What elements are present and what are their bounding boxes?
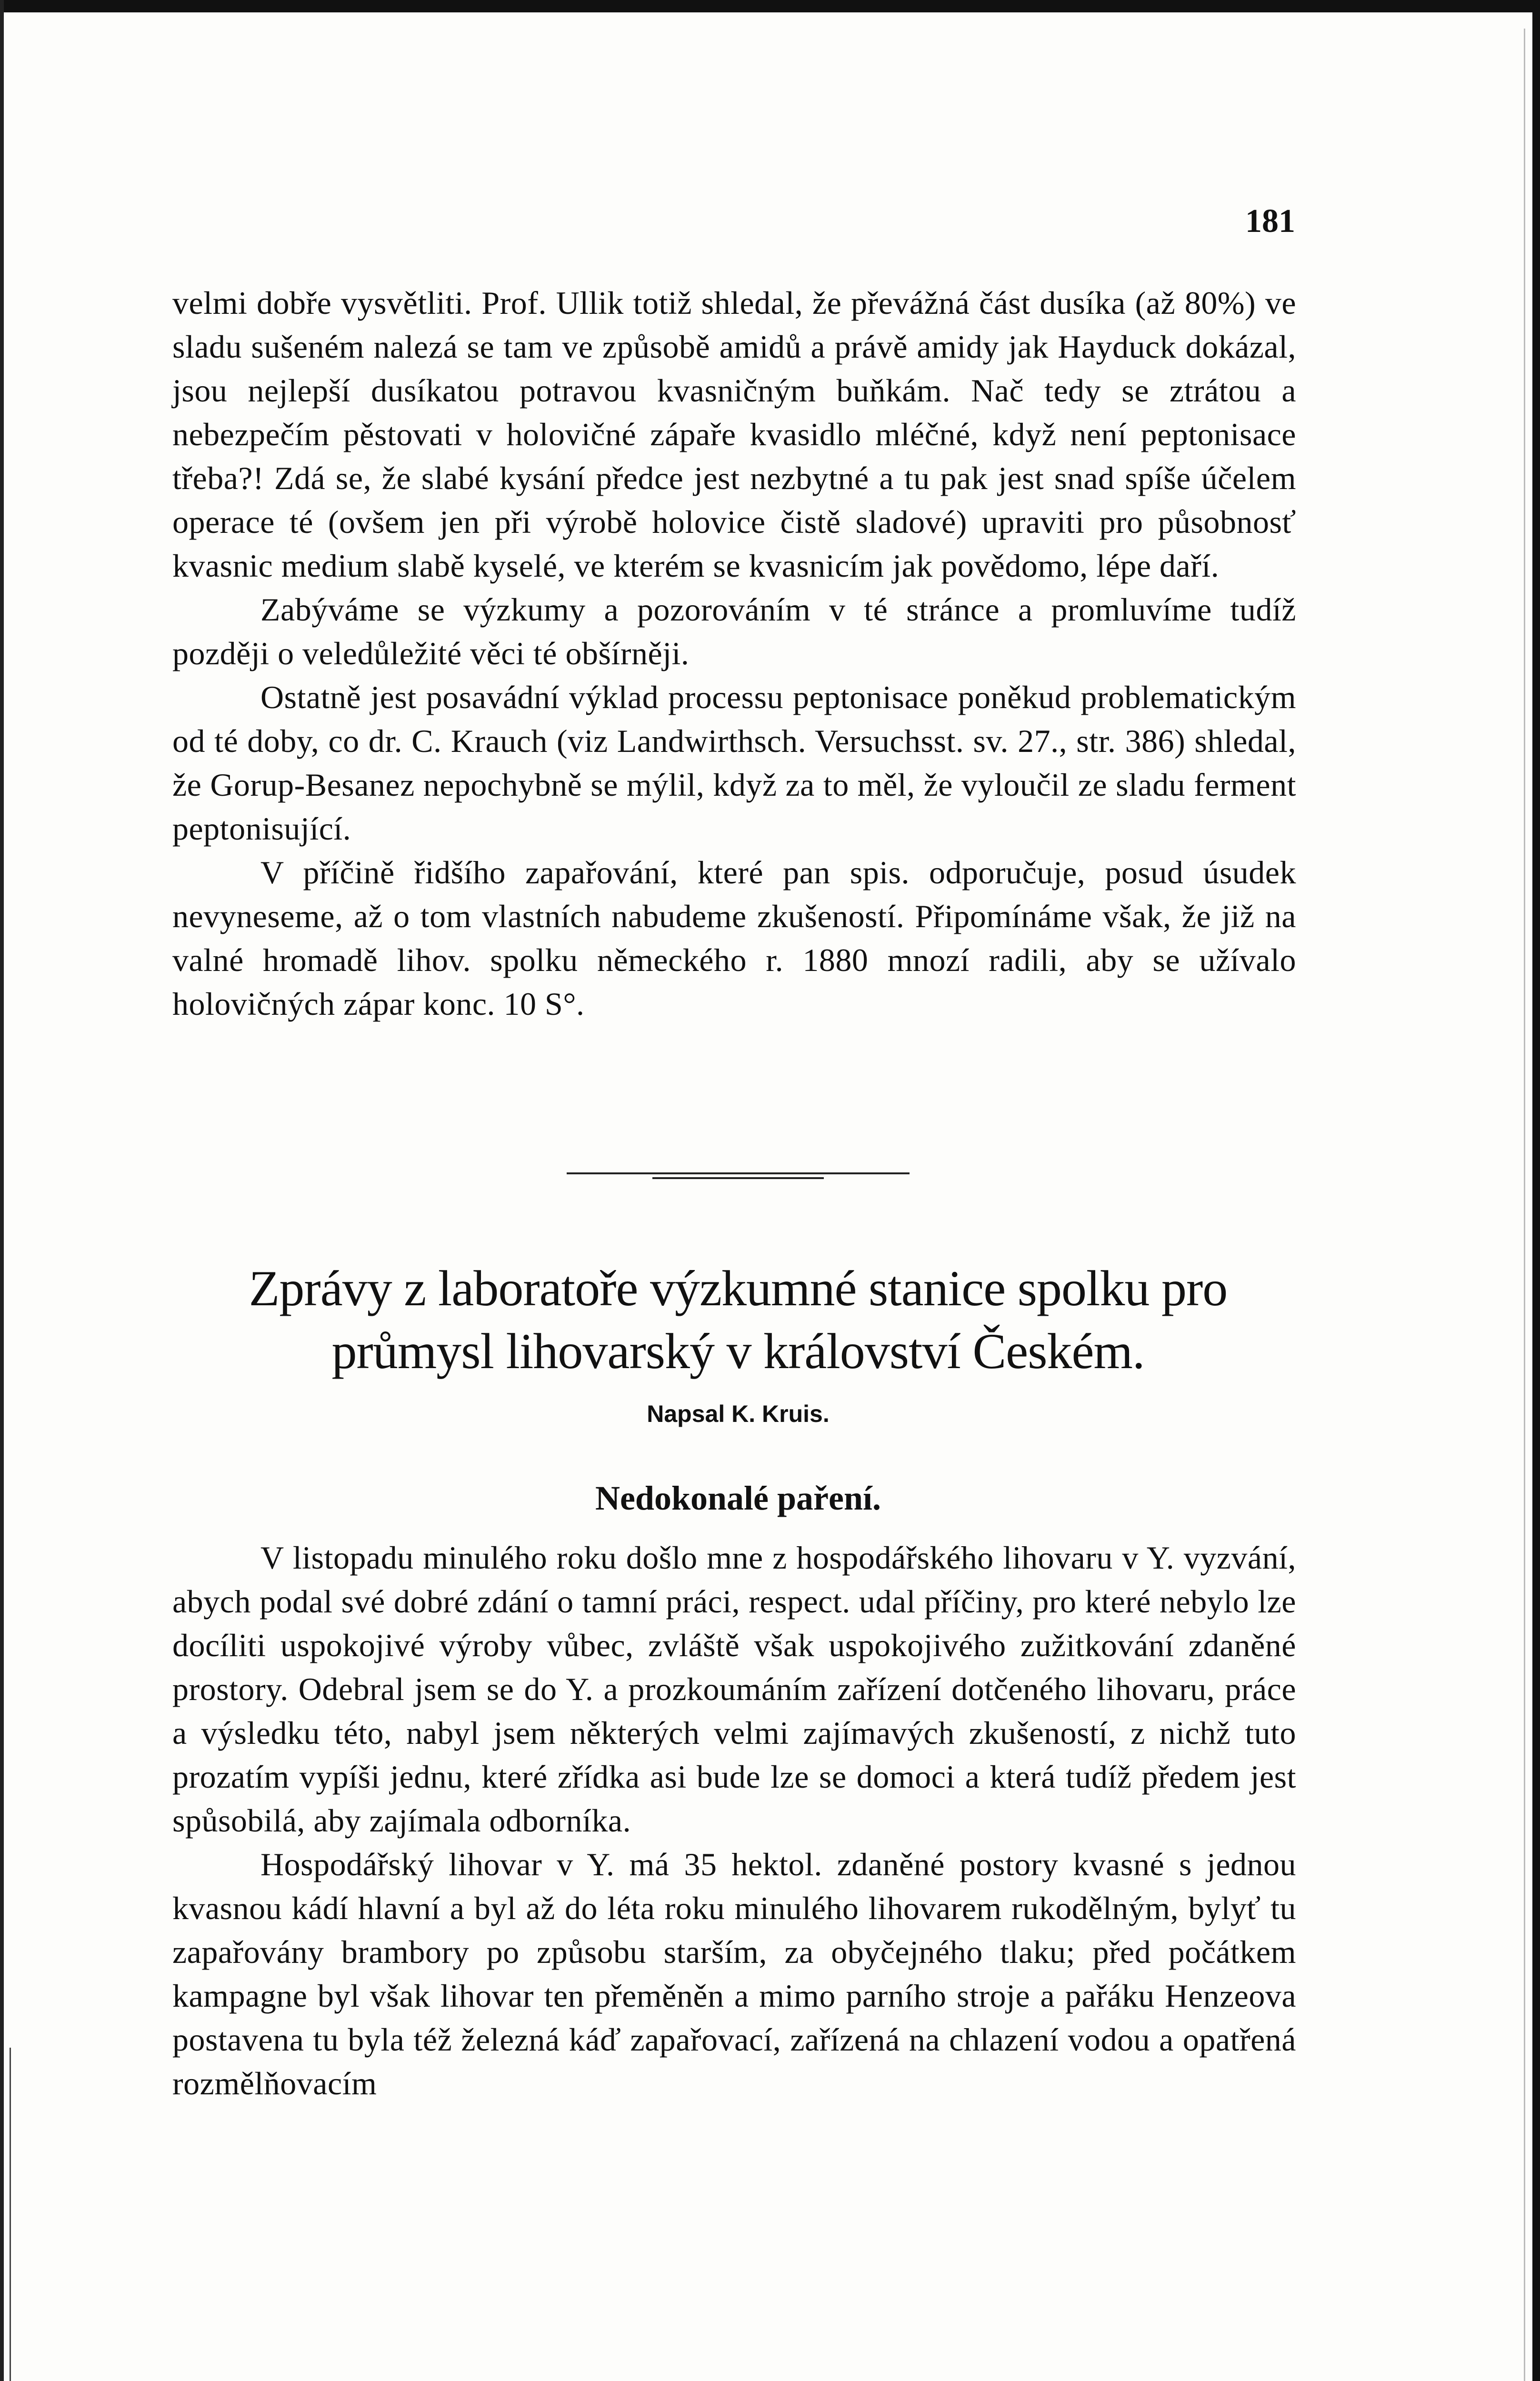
article-text-block (172, 1536, 1296, 2105)
section-title: Nedokonalé paření. (595, 1479, 881, 1517)
section-divider (652, 1177, 824, 1179)
paragraph: Zabýváme se výzkumy a pozorováním v té stránce a promluvíme tudíž později o veledůležité věci té obšírněji. (172, 591, 1296, 671)
scan-edge-top (0, 0, 1540, 12)
paragraph: V listopadu minulého roku došlo mne z hospodářského lihovaru v Y. vyzvání, abych podal své dobré zdání o tamní práci, respect. udal příčiny, pro které nebylo lze docíliti uspokojivé výroby vůbec, zvláště však uspokojivého zužitkování zdaněné prostory. Odebral jsem se do Y. a prozkoumáním zařízení dotčeného lihovaru, práce a výsledku této, nabyl jsem některých velmi zajímavých zkušeností, z nichž tuto prozatím vypíši jednu, které zřídka asi bude lze se domoci a která tudíž předem jest spůsobilá, aby zajímala odborníka. (172, 1540, 1296, 1839)
scan-edge-right (1532, 0, 1540, 2381)
scan-edge-left (0, 0, 4, 2381)
page-number: 181 (1245, 203, 1295, 240)
article-title-line-2: průmysl lihovarský v království Českém. (331, 1323, 1145, 1379)
paragraph: Ostatně jest posavádní výklad processu peptonisace poněkud problematickým od té doby, co dr. C. Krauch (viz Landwirthsch. Versuchsst. sv. 27., str. 386) shledal, že Gorup-Besanez nepochybně se mýlil, když za to měl, že vyloučil ze sladu ferment peptonisující. (172, 679, 1296, 847)
article-byline: Napsal K. Kruis. (647, 1401, 830, 1427)
scan-artifact-line (1524, 29, 1525, 2381)
paragraph: velmi dobře vysvětliti. Prof. Ullik totiž shledal, že převážná část dusíka (až 80%) ve sladu sušeném nalezá se tam ve způsobě amidů a právě amidy jak Hayduck dokázal, jsou nejlepší dusíkatou potravou kvasničným buňkám. Nač tedy se ztrátou a nebezpečím pěstovati v holovičné zápaře kvasidlo mléčné, když není peptonisace třeba?! Zdá se, že slabé kysání předce jest nezbytné a tu pak jest snad spíše účelem operace té (ovšem jen při výrobě holovice čistě sladové) upraviti pro působnosť kvasnic medium slabě kyselé, ve kterém se kvasnicím jak povědomo, lépe daří. (172, 285, 1296, 584)
paragraph: Hospodářský lihovar v Y. má 35 hektol. zdaněné postory kvasné s jednou kvasnou kádí hlavní a byl až do léta roku minulého lihovarem rukodělným, bylyť tu zapařovány brambory po způsobu starším, za obyčejného tlaku; před počátkem kampagne byl však lihovar ten přeměněn a mimo parního stroje a pařáku Henzeova postavena tu byla též železná káď zapařovací, zařízená na chlazení vodou a opatřená rozmělňovacím (172, 1846, 1296, 2101)
section-divider (567, 1172, 910, 1174)
scan-artifact-line (10, 2048, 11, 2381)
article-title-line-1: Zprávy z laboratoře výzkumné stanice spolku pro (249, 1261, 1228, 1316)
paragraph: V příčině řidšího zapařování, které pan spis. odporučuje, posud úsudek nevyneseme, až o tom vlastních nabudeme zkušeností. Připomínáme však, že již na valné hromadě lihov. spolku německého r. 1880 mnozí radili, aby se užívalo holovičných zápar konc. 10 S°. (172, 854, 1296, 1022)
continued-text-block (172, 281, 1296, 1026)
